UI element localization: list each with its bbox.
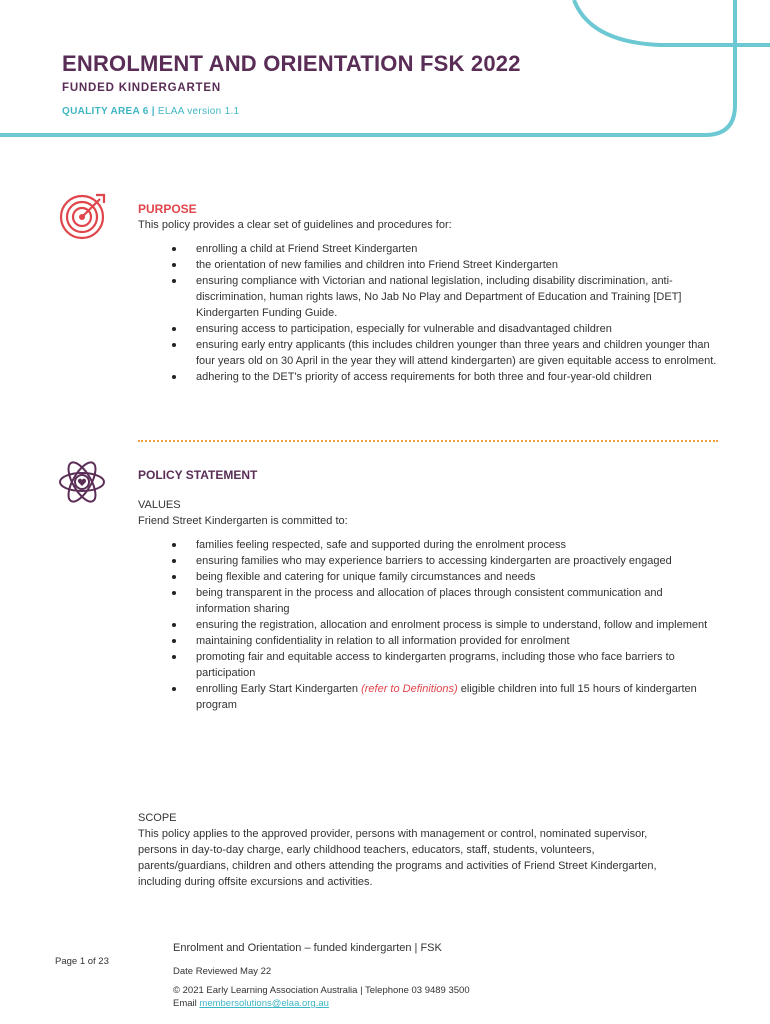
document-title: ENROLMENT AND ORIENTATION FSK 2022 xyxy=(62,51,521,76)
list-item: adhering to the DET's priority of access requirements for both three and four-year-old children xyxy=(138,369,718,385)
footer-copyright: © 2021 Early Learning Association Australia | Telephone 03 9489 3500 xyxy=(173,985,470,996)
quality-area: QUALITY AREA 6 | xyxy=(62,106,155,117)
footer-date-reviewed: Date Reviewed May 22 xyxy=(173,966,272,977)
scope-heading: SCOPE xyxy=(138,812,177,824)
list-item: families feeling respected, safe and supported during the enrolment process xyxy=(138,537,718,553)
scope-text: This policy applies to the approved provider, persons with management or control, nominated supervisor, persons in day-to-day charge, early childhood teachers, educators, staff, students, volunteers, parents/guardians, children and others attending the programs and activities of Friend Street Kindergarten, including during offsite excursions and activities. xyxy=(138,828,657,888)
purpose-heading: PURPOSE xyxy=(138,202,197,216)
purpose-section xyxy=(138,201,718,385)
list-item: ensuring families who may experience barriers to accessing kindergarten are proactively engaged xyxy=(138,553,718,569)
page-number: Page 1 of 23 xyxy=(55,956,109,967)
list-item: maintaining confidentiality in relation to all information provided for enrolment xyxy=(138,633,718,649)
target-icon xyxy=(58,191,108,241)
list-item xyxy=(138,681,718,713)
list-item: being flexible and catering for unique family circumstances and needs xyxy=(138,569,718,585)
values-heading: VALUES xyxy=(138,499,181,511)
document-subtitle: FUNDED KINDERGARTEN xyxy=(62,82,221,94)
list-item: enrolling a child at Friend Street Kindergarten xyxy=(138,241,718,257)
section-divider xyxy=(138,440,718,442)
item-text: enrolling Early Start Kindergarten xyxy=(196,683,359,695)
policy-heading: POLICY STATEMENT xyxy=(138,468,258,482)
item-text: eligible children into full 15 hours of kindergarten program xyxy=(196,683,697,711)
list-item: the orientation of new families and children into Friend Street Kindergarten xyxy=(138,257,718,273)
values-intro: Friend Street Kindergarten is committed to: xyxy=(138,515,348,527)
scope-section xyxy=(138,810,668,890)
email-link[interactable]: membersolutions@elaa.org.au xyxy=(199,998,329,1009)
list-item: ensuring compliance with Victorian and national legislation, including disability discrimination, anti-discrimination, human rights laws, No Jab No Play and Department of Education and Training [DET] Kindergarten Funding Guide. xyxy=(138,273,718,321)
list-item: being transparent in the process and allocation of places through consistent communication and information sharing xyxy=(138,585,718,617)
purpose-intro: This policy provides a clear set of guidelines and procedures for: xyxy=(138,219,452,231)
list-item: promoting fair and equitable access to kindergarten programs, including those who face barriers to participation xyxy=(138,649,718,681)
footer-doc-title: Enrolment and Orientation – funded kindergarten | FSK xyxy=(173,942,442,954)
atom-heart-icon xyxy=(56,456,108,508)
values-list xyxy=(138,537,718,713)
quality-area-line xyxy=(62,106,239,117)
definitions-reference[interactable]: (refer to Definitions) xyxy=(361,683,458,695)
policy-section xyxy=(138,467,718,713)
purpose-list xyxy=(138,241,718,385)
list-item: ensuring the registration, allocation and enrolment process is simple to understand, follow and implement xyxy=(138,617,718,633)
list-item: ensuring early entry applicants (this includes children younger than three years and children younger than four years old on 30 April in the year they will attend kindergarten) are given equitable access to enrolment. xyxy=(138,337,718,369)
footer-email-line xyxy=(173,998,329,1009)
version-label: ELAA version 1.1 xyxy=(157,106,240,117)
list-item: ensuring access to participation, especially for vulnerable and disadvantaged children xyxy=(138,321,718,337)
email-label: Email xyxy=(173,998,197,1009)
